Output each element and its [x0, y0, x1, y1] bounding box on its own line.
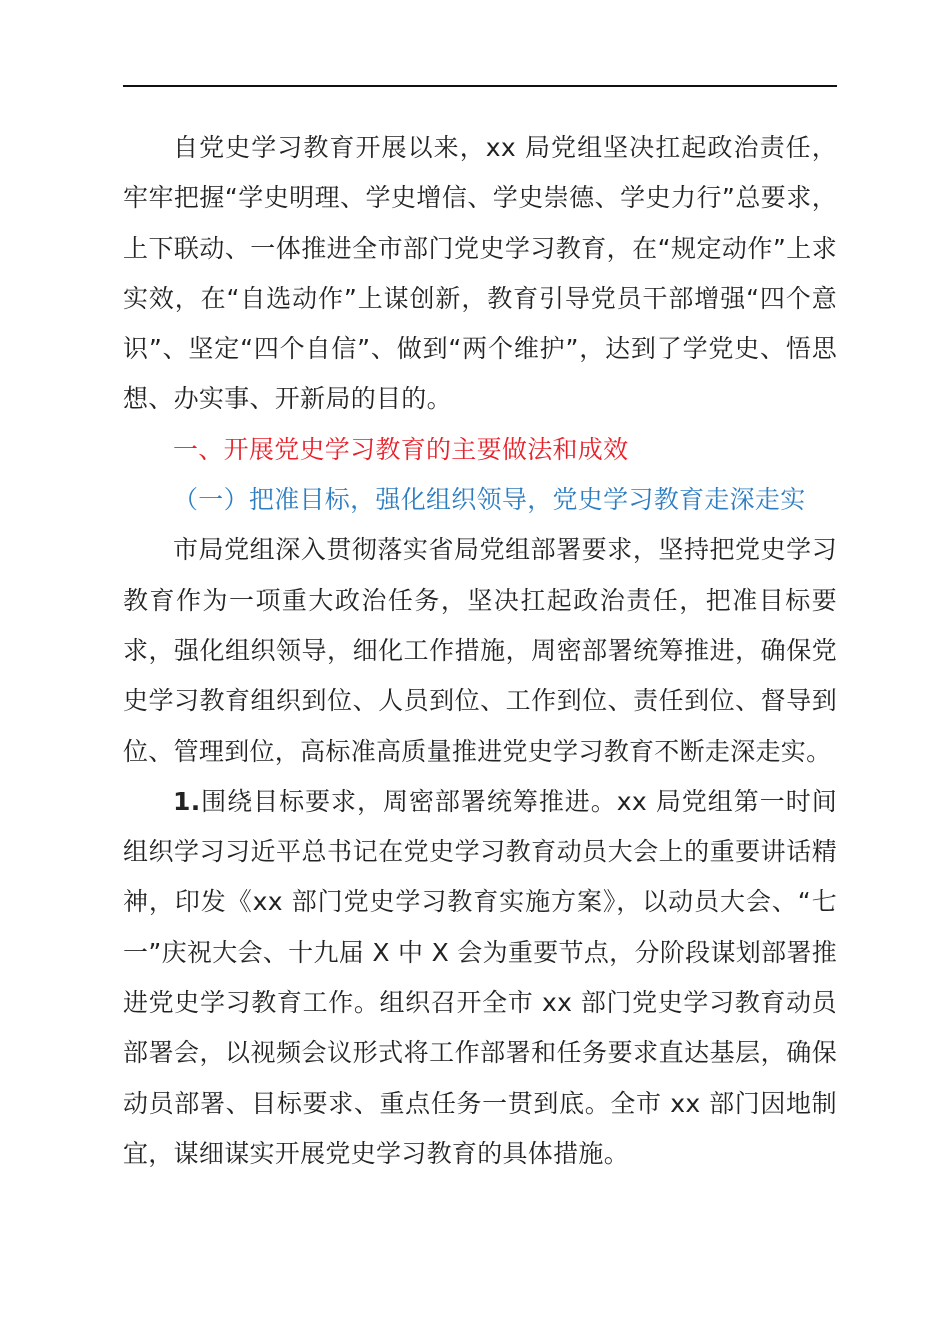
subsection-heading: （一）把准目标，强化组织领导，党史学习教育走深走实	[173, 485, 806, 515]
numbered-item-paragraph	[123, 777, 837, 1179]
item-text: 围绕目标要求，周密部署统筹推进。xx 局党组第一时间组织学习习近平总书记在党史学习教育动员大会上的重要讲话精神，印发《xx 部门党史学习教育实施方案》，以动员大会、“七一”庆祝大会、十九届 X 中 X 会为重要节点，分阶段谋划部署推进党史学习教育工作。组织召开全市 xx 部门党史学习教育动员部署会，以视频会议形式将工作部署和任务要求直达基层，确保动员部署、目标要求、重点任务一贯到底。全市 xx 部门因地制宜，谋细谋实开展党史学习教育的具体措施。	[123, 786, 837, 1168]
intro-paragraph: 自党史学习教育开展以来，xx 局党组坚决扛起政治责任，牢牢把握“学史明理、学史增信、学史崇德、学史力行”总要求，上下联动、一体推进全市部门党史学习教育，在“规定动作”上求实效，在“自选动作”上谋创新，教育引导党员干部增强“四个意识”、坚定“四个自信”、做到“两个维护”，达到了学党史、悟思想、办实事、开新局的目的。	[123, 133, 837, 414]
header-rule	[123, 85, 837, 87]
section-heading: 一、开展党史学习教育的主要做法和成效	[173, 434, 629, 464]
document-body	[123, 123, 837, 1179]
item-number: 1.	[173, 786, 201, 816]
subsection-body-paragraph: 市局党组深入贯彻落实省局党组部署要求，坚持把党史学习教育作为一项重大政治任务，坚决扛起政治责任，把准目标要求，强化组织领导，细化工作措施，周密部署统筹推进，确保党史学习教育组织到位、人员到位、工作到位、责任到位、督导到位、管理到位，高标准高质量推进党史学习教育不断走深走实。	[123, 535, 837, 766]
